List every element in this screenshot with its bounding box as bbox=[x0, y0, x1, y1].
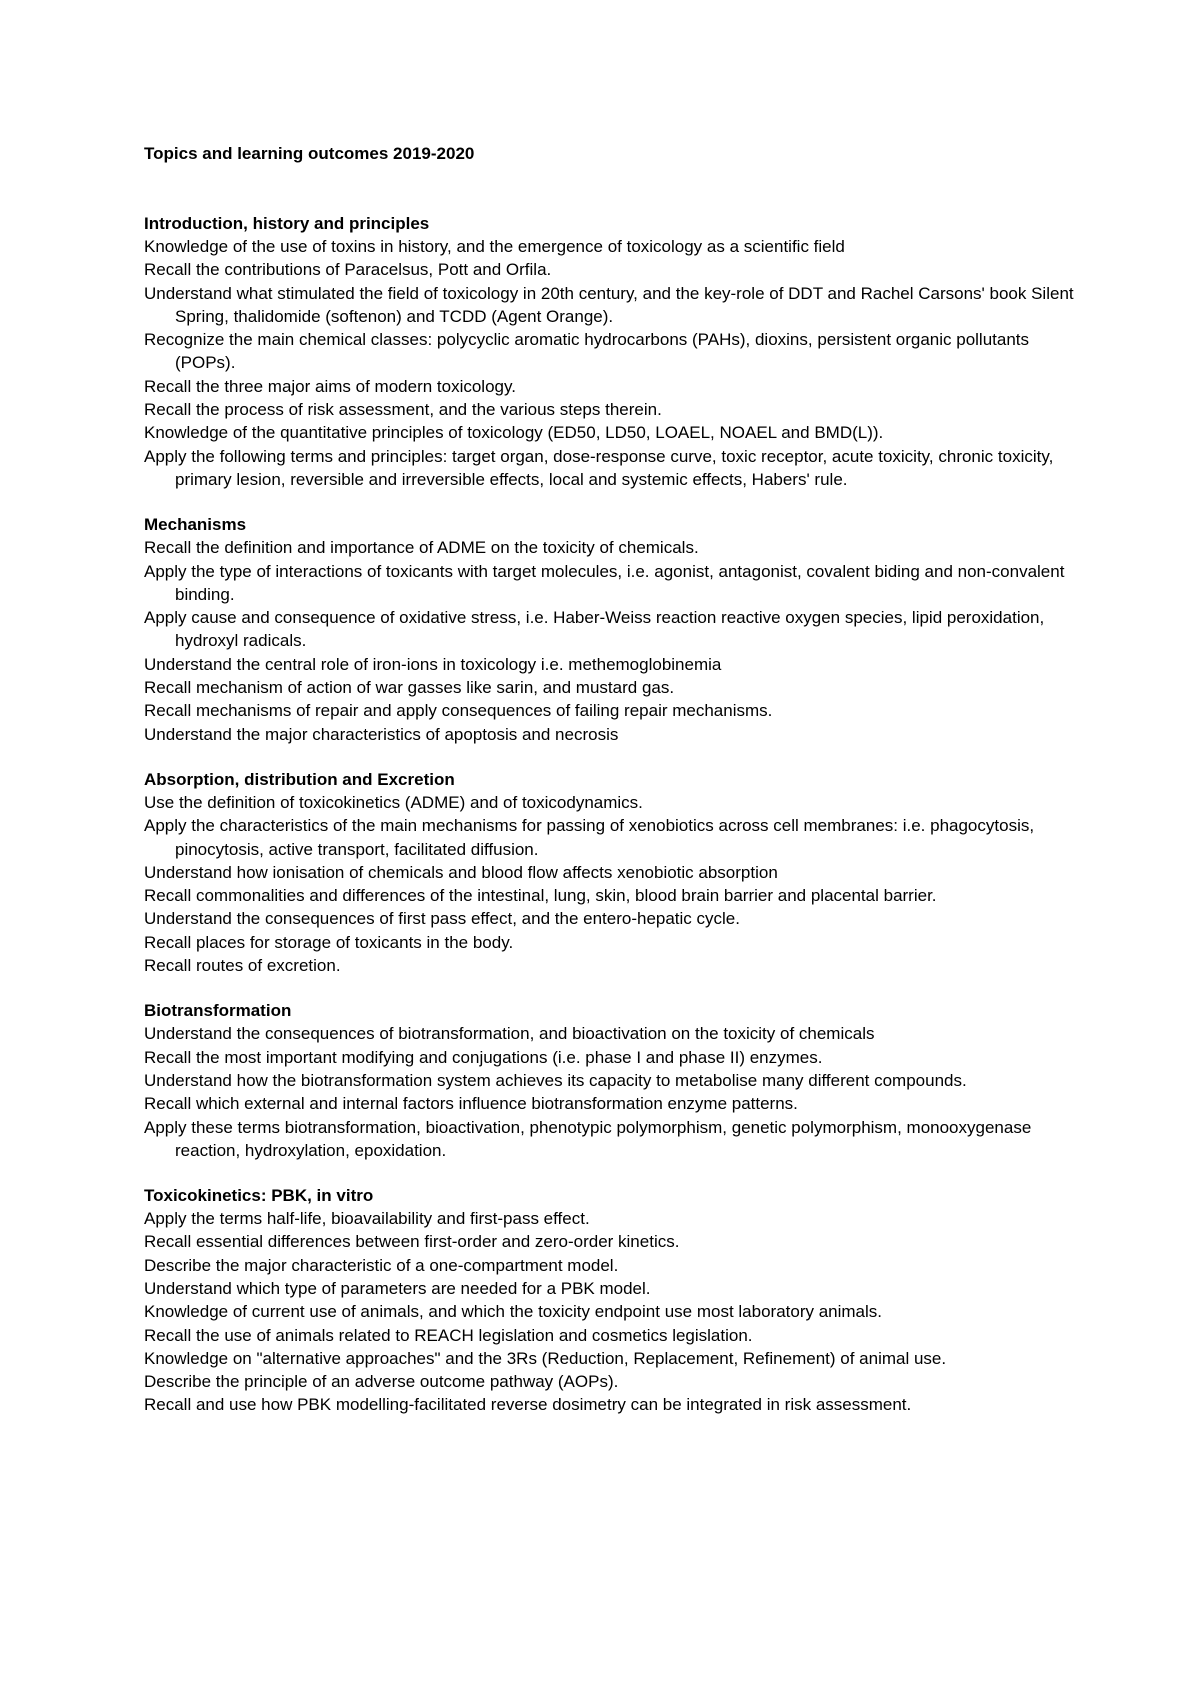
section-biotransformation bbox=[144, 999, 1084, 1162]
learning-outcome: Recall the most important modifying and conjugations (i.e. phase I and phase II) enzymes. bbox=[144, 1047, 823, 1067]
document-page bbox=[144, 142, 1084, 1439]
section-mechanisms bbox=[144, 513, 1084, 746]
section-heading: Mechanisms bbox=[144, 515, 247, 535]
learning-outcome: Recall mechanism of action of war gasses like sarin, and mustard gas. bbox=[144, 678, 675, 698]
section-absorption-distribution-excretion bbox=[144, 768, 1084, 977]
learning-outcome: Recall the use of animals related to REACH legislation and cosmetics legislation. bbox=[144, 1325, 753, 1345]
learning-outcome: Understand the consequences of first pass effect, and the entero-hepatic cycle. bbox=[144, 909, 740, 929]
learning-outcome: Apply the type of interactions of toxicants with target molecules, i.e. agonist, antagonist, covalent biding and non-convalent binding. bbox=[144, 561, 1065, 604]
document-title: Topics and learning outcomes 2019-2020 bbox=[144, 144, 475, 163]
learning-outcome: Recall the process of risk assessment, and the various steps therein. bbox=[144, 400, 662, 420]
section-heading: Absorption, distribution and Excretion bbox=[144, 769, 455, 789]
section-heading: Introduction, history and principles bbox=[144, 214, 430, 233]
learning-outcome: Describe the principle of an adverse outcome pathway (AOPs). bbox=[144, 1372, 619, 1392]
learning-outcome: Knowledge on "alternative approaches" and the 3Rs (Reduction, Replacement, Refinement) of animal use. bbox=[144, 1348, 947, 1368]
learning-outcome: Recall the three major aims of modern toxicology. bbox=[144, 376, 516, 396]
learning-outcome: Recall the definition and importance of ADME on the toxicity of chemicals. bbox=[144, 538, 699, 558]
learning-outcome-list bbox=[144, 1022, 1084, 1162]
learning-outcome: Recall routes of excretion. bbox=[144, 956, 341, 976]
learning-outcome: Understand how ionisation of chemicals and blood flow affects xenobiotic absorption bbox=[144, 862, 778, 882]
learning-outcome-list bbox=[144, 235, 1084, 491]
learning-outcome: Recall and use how PBK modelling-facilitated reverse dosimetry can be integrated in risk assessment. bbox=[144, 1395, 912, 1415]
learning-outcome: Recall the contributions of Paracelsus, Pott and Orfila. bbox=[144, 260, 552, 280]
learning-outcome: Understand the central role of iron-ions in toxicology i.e. methemoglobinemia bbox=[144, 654, 722, 674]
learning-outcome: Knowledge of the quantitative principles of toxicology (ED50, LD50, LOAEL, NOAEL and BMD(L)). bbox=[144, 423, 884, 443]
section-heading: Biotransformation bbox=[144, 1001, 292, 1021]
learning-outcome: Apply the characteristics of the main mechanisms for passing of xenobiotics across cell membranes: i.e. phagocytosis, pinocytosis, active transport, facilitated diffusion. bbox=[144, 816, 1035, 859]
learning-outcome: Recall places for storage of toxicants in the body. bbox=[144, 932, 514, 952]
learning-outcome-list bbox=[144, 1207, 1084, 1417]
learning-outcome-list bbox=[144, 536, 1084, 746]
learning-outcome: Recognize the main chemical classes: polycyclic aromatic hydrocarbons (PAHs), dioxins, persistent organic pollutants (POPs). bbox=[144, 330, 1030, 373]
section-toxicokinetics bbox=[144, 1184, 1084, 1417]
learning-outcome: Understand which type of parameters are needed for a PBK model. bbox=[144, 1278, 651, 1298]
learning-outcome: Understand what stimulated the field of toxicology in 20th century, and the key-role of DDT and Rachel Carsons' book Silent Spring, thalidomide (softenon) and TCDD (Agent Orange). bbox=[144, 283, 1074, 326]
learning-outcome: Understand the major characteristics of apoptosis and necrosis bbox=[144, 724, 619, 744]
learning-outcome: Understand the consequences of biotransformation, and bioactivation on the toxicity of chemicals bbox=[144, 1024, 875, 1044]
learning-outcome: Apply these terms biotransformation, bioactivation, phenotypic polymorphism, genetic polymorphism, monooxygenase reaction, hydroxylation, epoxidation. bbox=[144, 1117, 1032, 1160]
learning-outcome: Recall which external and internal factors influence biotransformation enzyme patterns. bbox=[144, 1094, 798, 1114]
section-heading: Toxicokinetics: PBK, in vitro bbox=[144, 1186, 374, 1206]
learning-outcome: Describe the major characteristic of a one-compartment model. bbox=[144, 1255, 619, 1275]
learning-outcome: Recall commonalities and differences of the intestinal, lung, skin, blood brain barrier and placental barrier. bbox=[144, 886, 937, 906]
learning-outcome: Knowledge of the use of toxins in history, and the emergence of toxicology as a scientific field bbox=[144, 237, 845, 256]
learning-outcome: Recall essential differences between first-order and zero-order kinetics. bbox=[144, 1232, 680, 1252]
learning-outcome: Apply the terms half-life, bioavailability and first-pass effect. bbox=[144, 1209, 590, 1229]
learning-outcome: Use the definition of toxicokinetics (ADME) and of toxicodynamics. bbox=[144, 792, 643, 812]
learning-outcome: Understand how the biotransformation system achieves its capacity to metabolise many different compounds. bbox=[144, 1070, 967, 1090]
learning-outcome-list bbox=[144, 791, 1084, 977]
learning-outcome: Apply the following terms and principles: target organ, dose-response curve, toxic receptor, acute toxicity, chronic toxicity, primary lesion, reversible and irreversible effects, local and systemic effects, Habers' rule. bbox=[144, 446, 1054, 489]
learning-outcome: Apply cause and consequence of oxidative stress, i.e. Haber-Weiss reaction reactive oxygen species, lipid peroxidation, hydroxyl radicals. bbox=[144, 608, 1045, 651]
section-introduction bbox=[144, 212, 1084, 491]
learning-outcome: Knowledge of current use of animals, and which the toxicity endpoint use most laboratory animals. bbox=[144, 1302, 883, 1322]
learning-outcome: Recall mechanisms of repair and apply consequences of failing repair mechanisms. bbox=[144, 701, 773, 721]
